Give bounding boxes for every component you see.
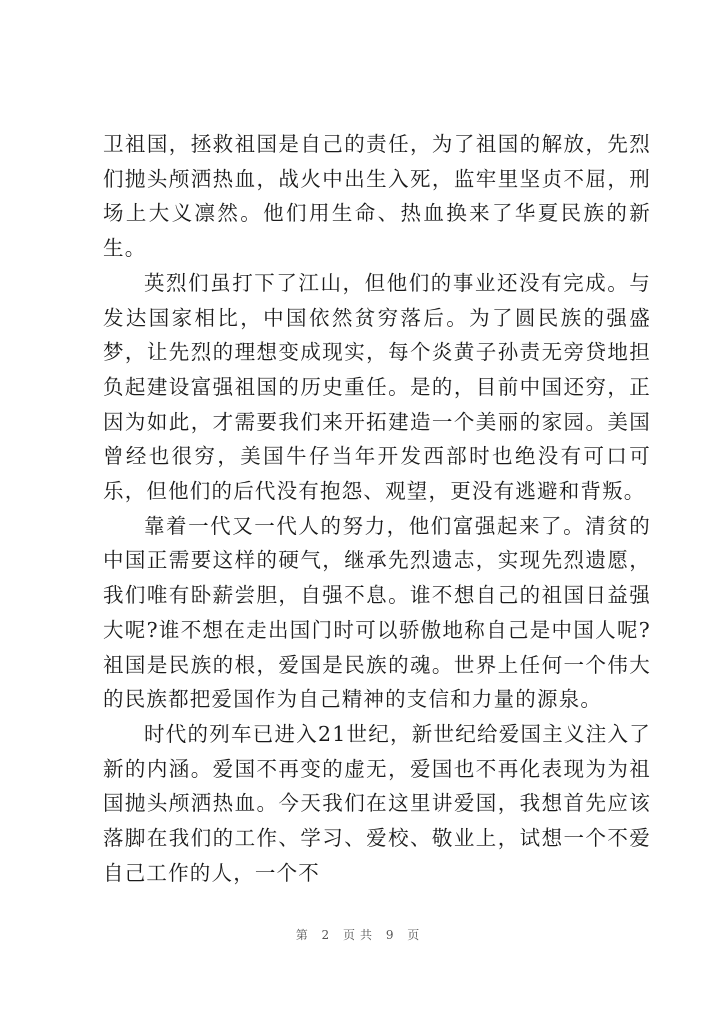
paragraph: 靠着一代又一代人的努力，他们富强起来了。清贫的中国正需要这样的硬气，继承先烈遗志，实现先烈遗愿，我们唯有卧薪尝胆，自强不息。谁不想自己的祖国日益强大呢?谁不想在走出国门时可以骄傲地称自己是中国人呢?祖国是民族的根，爱国是民族的魂。世界上任何一个伟大的民族都把爱国作为自己精神的支信和力量的源泉。 <box>103 513 651 712</box>
paragraph: 英烈们虽打下了江山，但他们的事业还没有完成。与发达国家相比，中国依然贫穷落后。为了圆民族的强盛梦，让先烈的理想变成现实，每个炎黄子孙责无旁贷地担负起建设富强祖国的历史重任。是的，目前中国还穷，正因为如此，才需要我们来开拓建造一个美丽的家园。美国曾经也很穷，美国牛仔当年开发西部时也绝没有可口可乐，但他们的后代没有抱怨、观望，更没有逃避和背叛。 <box>103 270 651 504</box>
page-number-footer: 第 2 页共 9 页 <box>295 928 425 942</box>
document-body <box>103 127 651 890</box>
paragraph-continued: 卫祖国，拯救祖国是自己的责任，为了祖国的解放，先烈们抛头颅洒热血，战火中出生入死，监牢里坚贞不屈，刑场上大义凛然。他们用生命、热血换来了华夏民族的新生。 <box>103 132 651 261</box>
paragraph: 时代的列车已进入21世纪，新世纪给爱国主义注入了新的内涵。爱国不再变的虚无，爱国也不再化表现为为祖国抛头颅洒热血。今天我们在这里讲爱国，我想首先应该落脚在我们的工作、学习、爱校、敬业上，试想一个不爱自己工作的人，一个不 <box>103 721 651 885</box>
